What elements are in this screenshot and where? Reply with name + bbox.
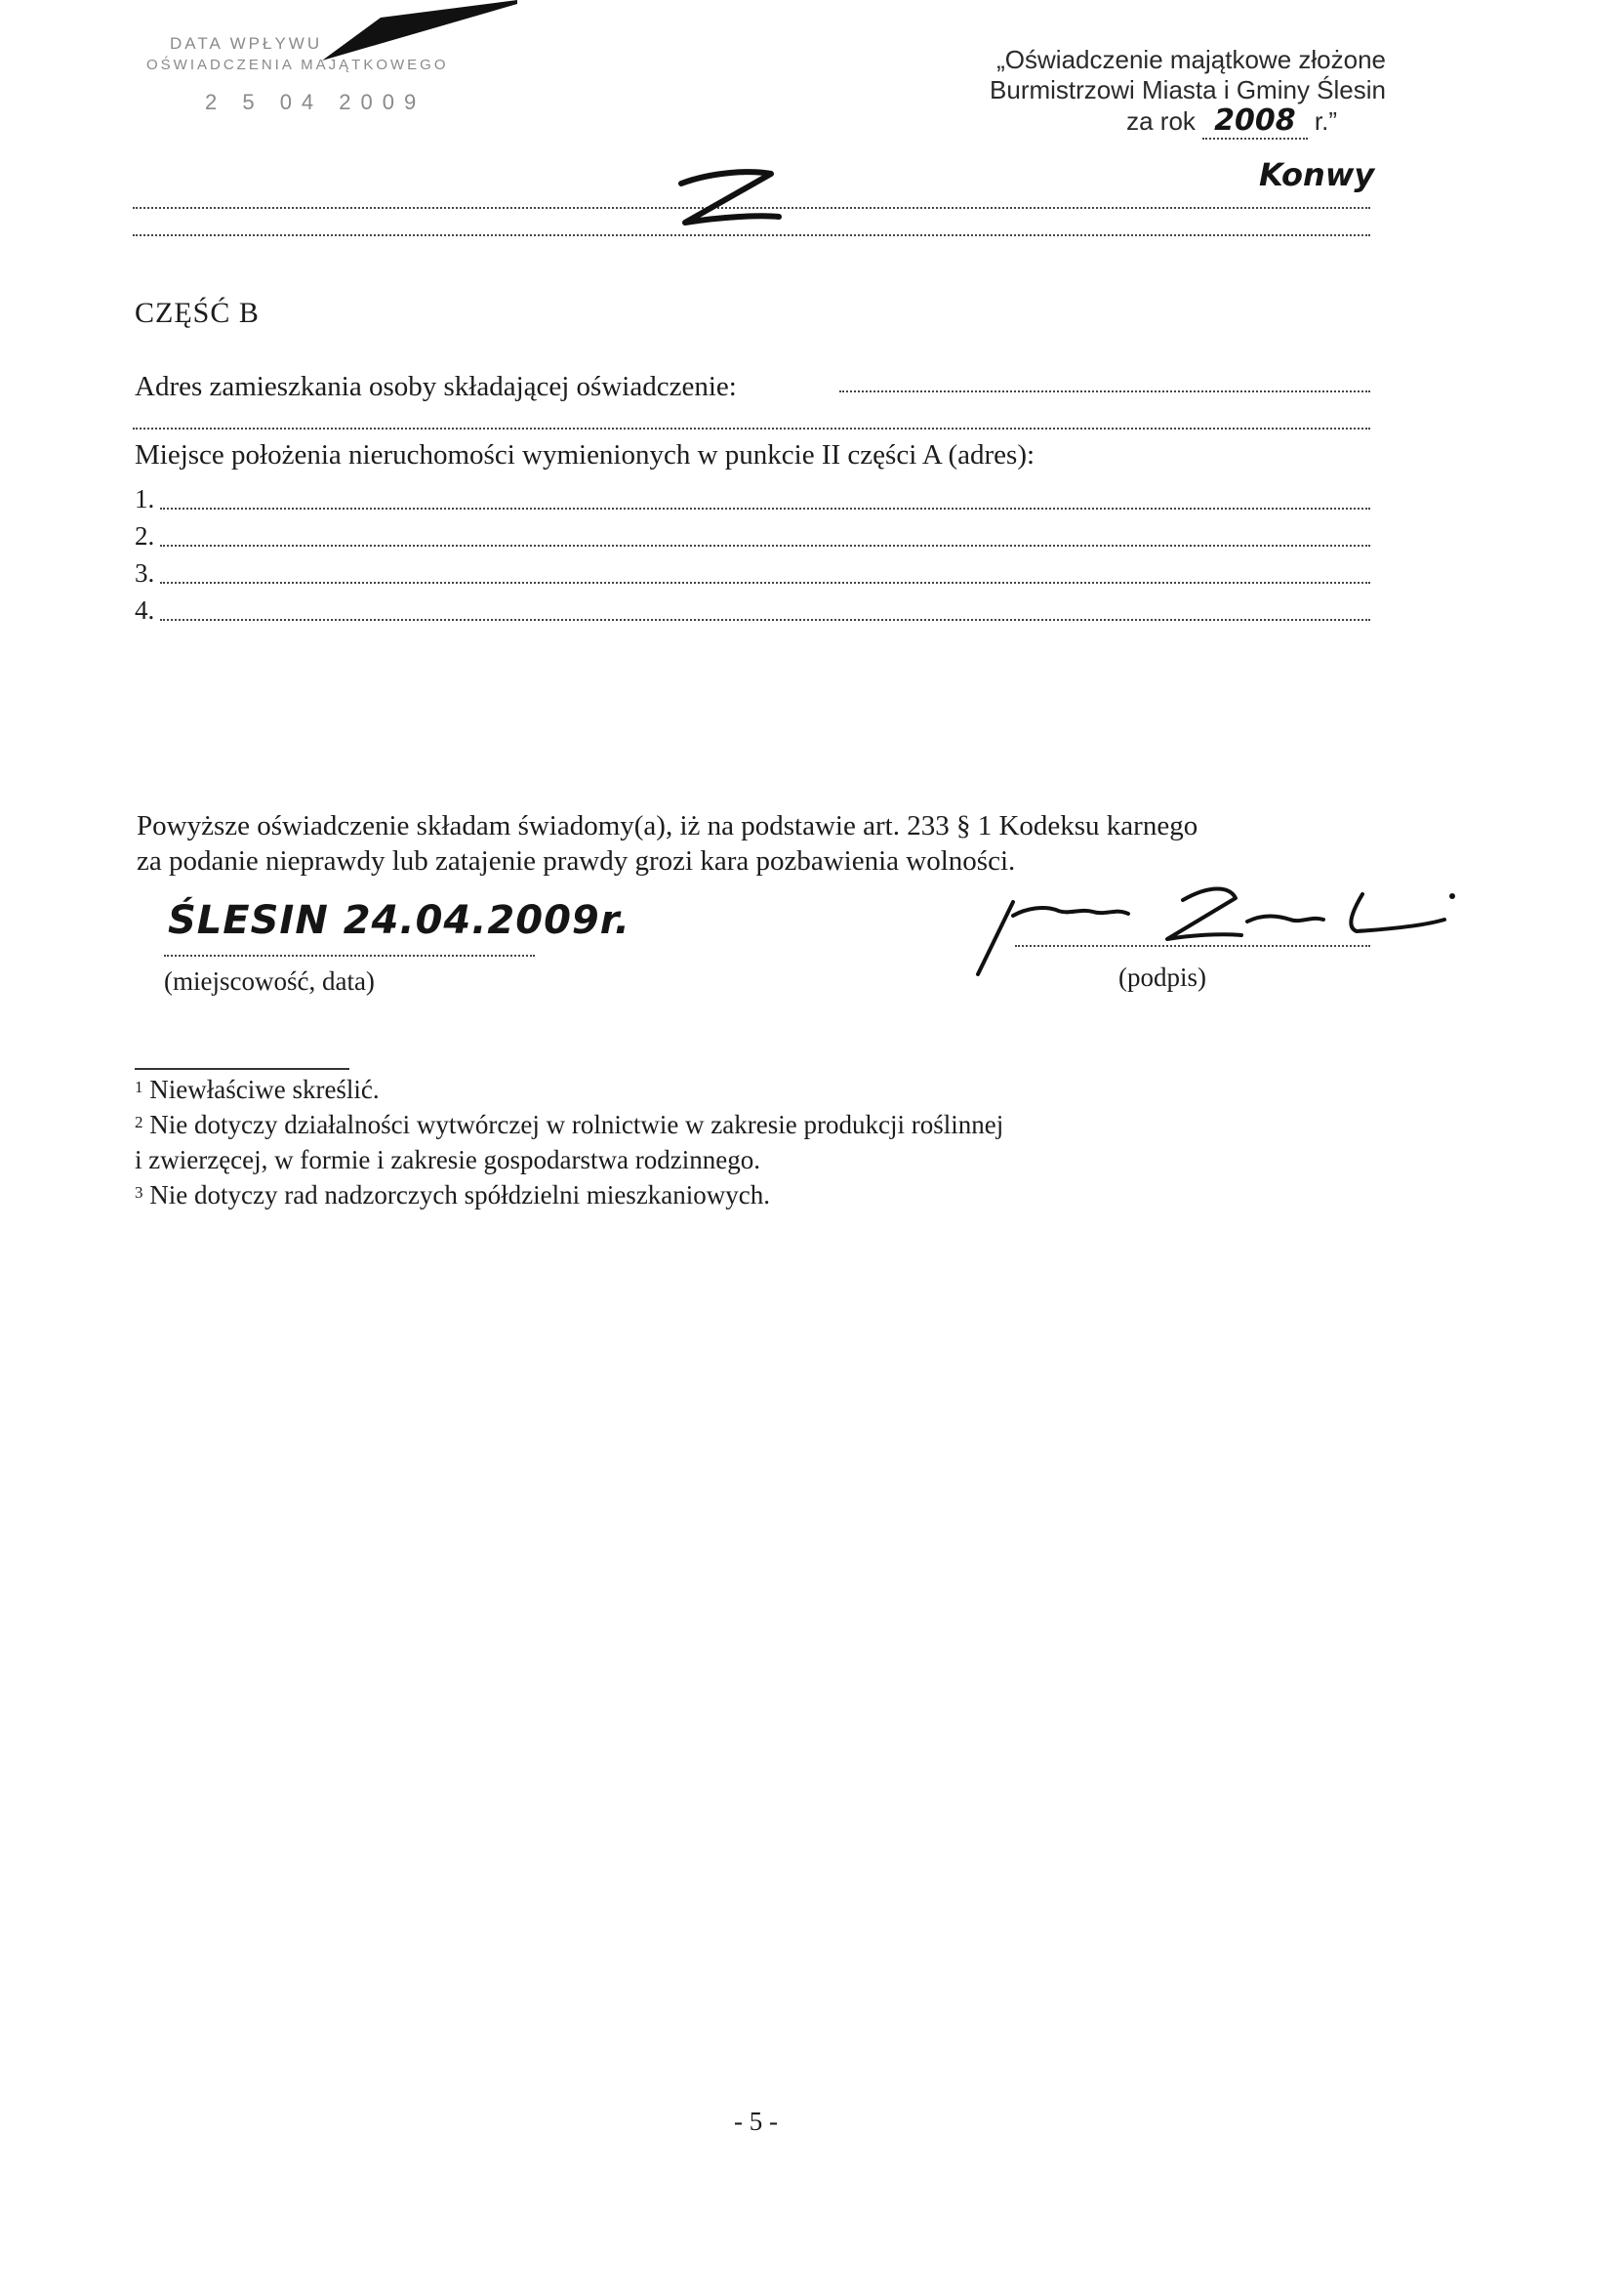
header-line-1: „Oświadczenie majątkowe złożone bbox=[996, 45, 1386, 74]
form-header bbox=[917, 45, 1386, 137]
header-year: 2008 bbox=[1202, 103, 1308, 140]
place-date-handwritten: ŚLESIN 24.04.2009r. bbox=[168, 898, 630, 943]
property-item-number: 2. bbox=[135, 521, 155, 551]
address-label: Adres zamieszkania osoby składającej oświadczenie: bbox=[135, 371, 737, 402]
property-item-line bbox=[160, 582, 1370, 584]
footnotes bbox=[135, 1072, 1003, 1212]
footnote-separator bbox=[135, 1068, 349, 1070]
property-label: Miejsce położenia nieruchomości wymienionych w punkcie II części A (adres): bbox=[135, 439, 1035, 471]
property-item-number: 4. bbox=[135, 595, 155, 625]
header-line-2: Burmistrzowi Miasta i Gminy Ślesin bbox=[990, 75, 1386, 104]
signature-caption: (podpis) bbox=[1118, 963, 1206, 992]
property-item-line bbox=[160, 508, 1370, 510]
property-item-line bbox=[160, 545, 1370, 547]
property-item-line bbox=[160, 619, 1370, 621]
header-line-3: za rok 2008 r.” bbox=[1126, 103, 1337, 138]
section-title: CZĘŚĆ B bbox=[135, 297, 260, 329]
place-date-caption: (miejscowość, data) bbox=[164, 966, 375, 996]
z-cancel-mark-icon bbox=[664, 166, 791, 244]
scan-mark-icon bbox=[322, 0, 517, 68]
address-field-line-2 bbox=[133, 428, 1370, 430]
footnote-1: $^1$ Niewłaściwe skreślić. bbox=[135, 1075, 380, 1104]
signature-line bbox=[1015, 945, 1370, 947]
declaration-line-2: za podanie nieprawdy lub zatajenie prawdy grozi kara pozbawienia wolności. bbox=[137, 845, 1016, 877]
page-number: - 5 - bbox=[734, 2107, 778, 2136]
property-item-number: 1. bbox=[135, 484, 155, 513]
stamp-date: 2 5 04 2009 bbox=[205, 90, 426, 114]
stamp-subtitle: OŚWIADCZENIA MAJĄTKOWEGO bbox=[146, 57, 449, 73]
footnote-2-cont: i zwierzęcej, w formie i zakresie gospodarstwa rodzinnego. bbox=[135, 1145, 760, 1174]
footnote-3: $^3$ Nie dotyczy rad nadzorczych spółdzielni mieszkaniowych. bbox=[135, 1180, 771, 1210]
header-initials: Konwy bbox=[1259, 156, 1375, 193]
handwritten-signature-icon bbox=[937, 859, 1483, 986]
place-date-line bbox=[164, 955, 535, 957]
declaration-line-1: Powyższe oświadczenie składam świadomy(a), iż na podstawie art. 233 § 1 Kodeksu karnego bbox=[137, 810, 1198, 841]
footnote-2: $^2$ Nie dotyczy działalności wytwórczej w rolnictwie w zakresie produkcji roślinnej bbox=[135, 1110, 1004, 1139]
property-item-number: 3. bbox=[135, 558, 155, 588]
address-field-line bbox=[839, 390, 1370, 392]
stamp-title: DATA WPŁYWU bbox=[170, 34, 323, 53]
